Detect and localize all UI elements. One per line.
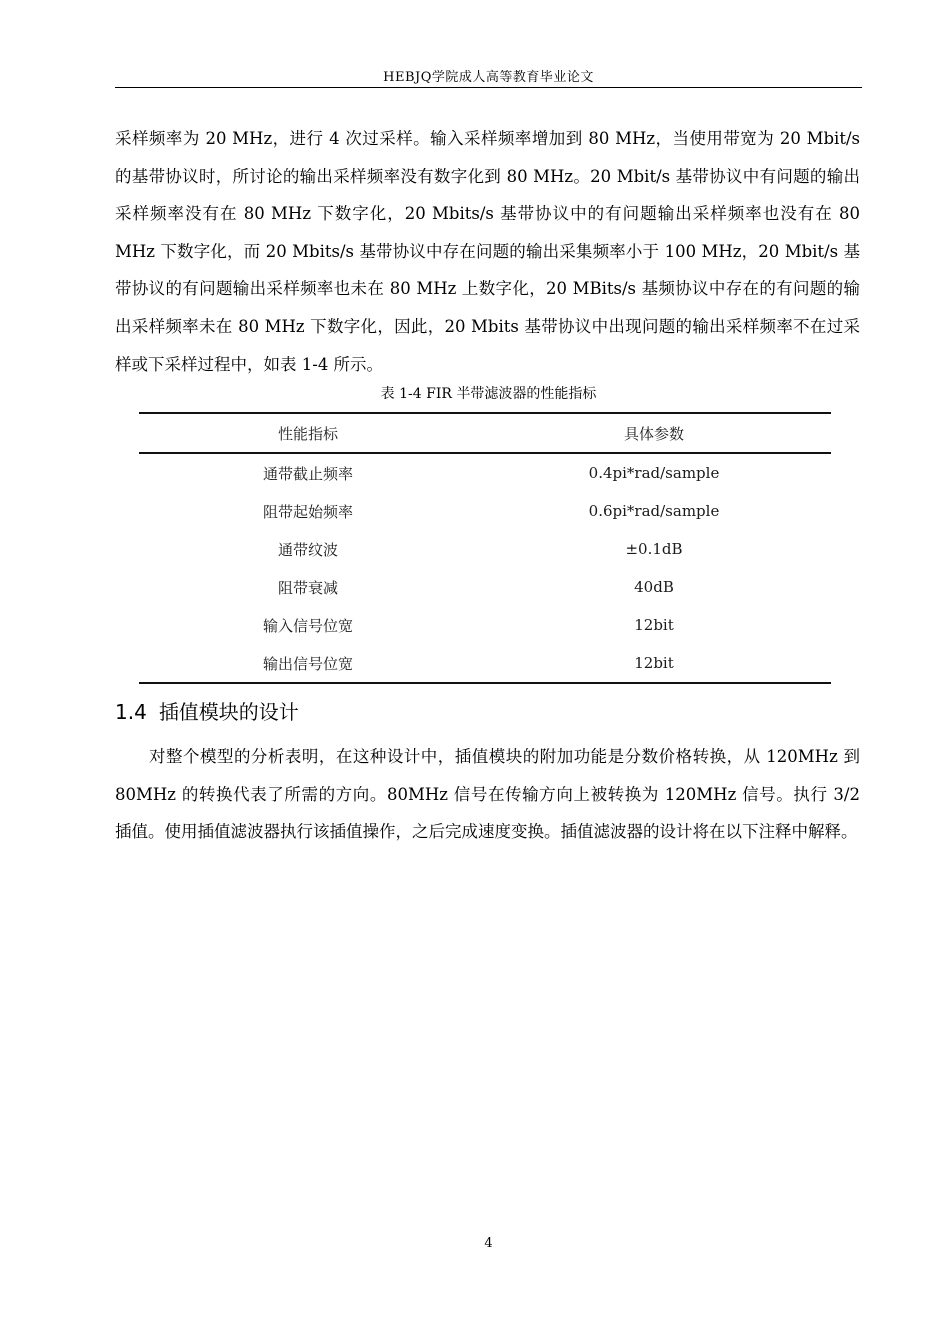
table-cell-value: 0.4pi*rad/sample [588, 464, 720, 482]
column-header-value: 具体参数 [623, 424, 684, 443]
table-cell-value: 12bit [634, 654, 674, 672]
page-header: HEBJQ学院成人高等教育毕业论文 [383, 70, 594, 85]
table-cell-metric: 阻带衰减 [277, 578, 338, 597]
table-cell-value: ±0.1dB [625, 540, 683, 558]
table-cell-value: 12bit [634, 616, 674, 634]
header-rule [115, 87, 862, 88]
table-cell-value: 0.6pi*rad/sample [588, 502, 720, 520]
table-row [139, 568, 831, 606]
table-cell-metric: 阻带起始频率 [262, 502, 353, 521]
section-heading [115, 697, 299, 727]
table-cell-metric: 输入信号位宽 [262, 616, 353, 635]
table-caption: 表 1-4 FIR 半带滤波器的性能指标 [380, 386, 597, 402]
table-cell-metric: 通带截止频率 [262, 464, 353, 483]
page-number: 4 [484, 1236, 493, 1251]
table-row [139, 453, 831, 492]
table-row [139, 530, 831, 568]
section-number: 1.4 [115, 700, 147, 724]
table-cell-metric: 输出信号位宽 [262, 654, 353, 673]
table-row [139, 492, 831, 530]
section-paragraph: 对整个模型的分析表明，在这种设计中，插值模块的附加功能是分数价格转换，从 120MHz 到 80MHz 的转换代表了所需的方向。80MHz 信号在传输方向上被转换为 120MHz 信号。执行 3/2 插值。使用插值滤波器执行该插值操作，之后完成速度变换。插值滤波器的设计将在以下注释中解释。 [115, 747, 860, 842]
section-title: 插值模块的设计 [158, 700, 299, 724]
intro-paragraph: 采样频率为 20 MHz，进行 4 次过采样。输入采样频率增加到 80 MHz，当使用带宽为 20 Mbit/s 的基带协议时，所讨论的输出采样频率没有数字化到 80 MHz。20 Mbit/s 基带协议中有问题的输出采样频率没有在 80 MHz 下数字化，20 Mbits/s 基带协议中的有问题输出采样频率也没有在 80 MHz 下数字化，而 20 Mbits/s 基带协议中存在问题的输出采集频率小于 100 MHz，20 Mbit/s 基带协议的有问题输出采样频率也未在 80 MHz 上数字化，20 MBits/s 基频协议中存在的有问题的输出采样频率未在 80 MHz 下数字化，因此，20 Mbits 基带协议中出现问题的输出采样频率不在过采样或下采样过程中，如表 1-4 所示。 [115, 129, 860, 374]
performance-table-container [139, 412, 831, 684]
column-header-metric: 性能指标 [277, 424, 338, 443]
table-row [139, 606, 831, 644]
table-row [139, 644, 831, 683]
table-header-row [139, 413, 831, 453]
table-cell-value: 40dB [634, 578, 674, 596]
table-cell-metric: 通带纹波 [277, 540, 338, 559]
performance-table [139, 412, 831, 684]
